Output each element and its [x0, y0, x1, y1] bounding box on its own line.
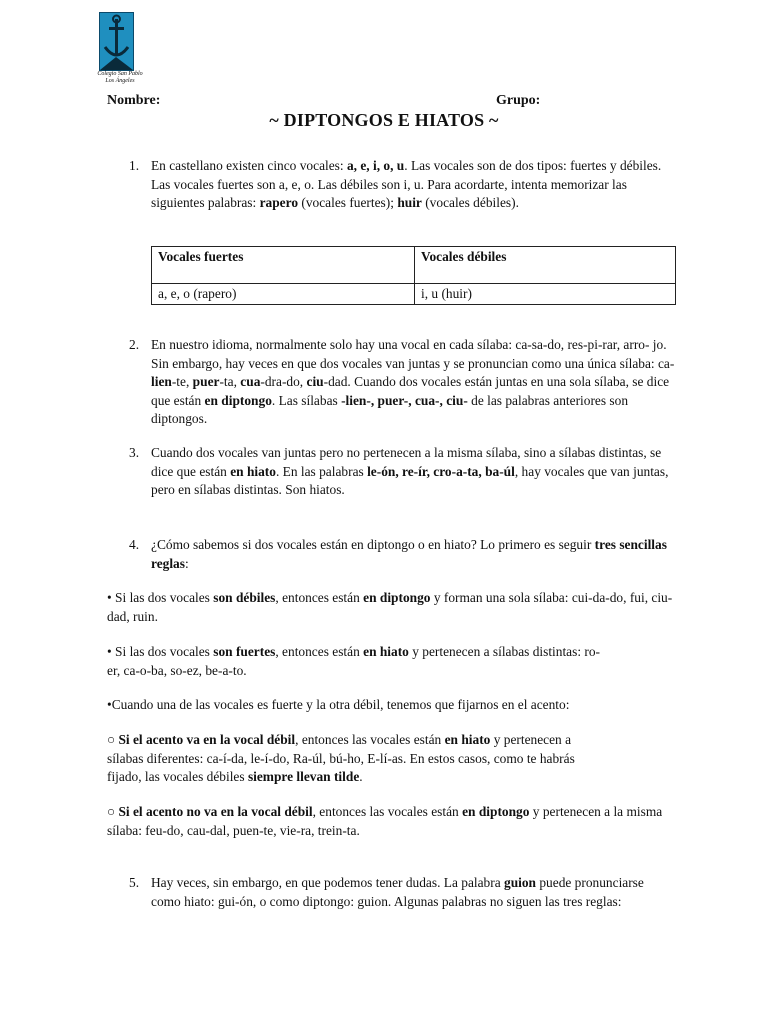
section-3-text: Cuando dos vocales van juntas pero no pertenecen a la misma sílaba, sino a sílabas distintas, se dice que están en hiato. En las palabras le-ón, re-ír, cro-a-ta, ba-úl, hay vocales que van juntas, pero en sílabas distintas. Son hiatos.	[151, 445, 669, 497]
rule-accent-not-weak: ○ Si el acento no va en la vocal débil, entonces las vocales están en diptongo y pertenecen a la misma sílaba: feu-do, cau-dal, puen-te, vie-ra, trein-ta.	[107, 804, 663, 838]
item-number-4: 4.	[129, 537, 140, 552]
section-1-text: En castellano existen cinco vocales: a, e, i, o, u. Las vocales son de dos tipos: fuertes y débiles. Las vocales fuertes son a, e, o. Las débiles son i, u. Para acordarte, intenta memorizar las siguientes palabras: rapero (vocales fuertes); huir (vocales débiles).	[151, 158, 662, 210]
anchor-icon	[99, 12, 134, 71]
bullet-icon: •	[107, 697, 112, 712]
logo-caption-line1: Colegio San Pablo	[97, 71, 143, 77]
group-label: Grupo:	[496, 93, 541, 108]
table-header-cell: Vocales débiles	[415, 247, 676, 284]
section-2-text: En nuestro idioma, normalmente solo hay una vocal en cada sílaba: ca-sa-do, res-pi-rar, arro- jo. Sin embargo, hay veces en que dos vocales van juntas y se pronuncian como una única sílaba: ca-lien-te, puer-ta, cua-dra-do, ciu-dad. Cuando dos vocales están juntas en una sola sílaba, se dice que están en diptongo. Las sílabas -lien-, puer-, cua-, ciu- de las palabras anteriores son diptongos.	[151, 337, 675, 426]
page-title: ~ DIPTONGOS E HIATOS ~	[269, 110, 499, 130]
table-header-cell: Vocales fuertes	[152, 247, 415, 284]
vowels-table	[151, 246, 676, 305]
item-number-3: 3.	[129, 445, 140, 460]
school-logo	[90, 12, 150, 86]
rule-weak-weak: • Si las dos vocales son débiles, entonces están en diptongo y forman una sola sílaba: cui-da-do, fui, ciu-dad, ruin.	[107, 590, 673, 624]
circle-bullet-icon: ○	[107, 804, 116, 819]
rule-strong-strong: • Si las dos vocales son fuertes, entonces están en hiato y pertenecen a sílabas distintas: ro-er, ca-o-ba, so-ez, be-a-to.	[107, 644, 601, 678]
table-cell: a, e, o (rapero)	[152, 284, 415, 305]
section-4-text: ¿Cómo sabemos si dos vocales están en diptongo o en hiato? Lo primero es seguir tres sencillas reglas:	[151, 537, 667, 571]
item-number-2: 2.	[129, 337, 140, 352]
rule-mixed-intro: •Cuando una de las vocales es fuerte y la otra débil, tenemos que fijarnos en el acento:	[107, 697, 570, 712]
table-header-row	[152, 247, 676, 284]
logo-caption-line2: Los Ángeles	[105, 78, 135, 84]
rule-accent-weak: ○ Si el acento va en la vocal débil, entonces las vocales están en hiato y pertenecen a sílabas diferentes: ca-í-da, le-í-do, Ra-úl, bú-ho, E-lí-as. En estos casos, como te habrás fijado, las vocales débiles siempre llevan tilde.	[107, 732, 575, 784]
table-row	[152, 284, 676, 305]
bullet-icon: •	[107, 590, 112, 605]
section-5-text: Hay veces, sin embargo, en que podemos tener dudas. La palabra guion puede pronunciarse como hiato: gui-ón, o como diptongo: guion. Algunas palabras no siguen las tres reglas:	[151, 875, 644, 909]
bullet-icon: •	[107, 644, 112, 659]
table-cell: i, u (huir)	[415, 284, 676, 305]
item-number-5: 5.	[129, 875, 140, 890]
item-number-1: 1.	[129, 158, 140, 173]
name-label: Nombre:	[107, 93, 161, 108]
circle-bullet-icon: ○	[107, 732, 116, 747]
